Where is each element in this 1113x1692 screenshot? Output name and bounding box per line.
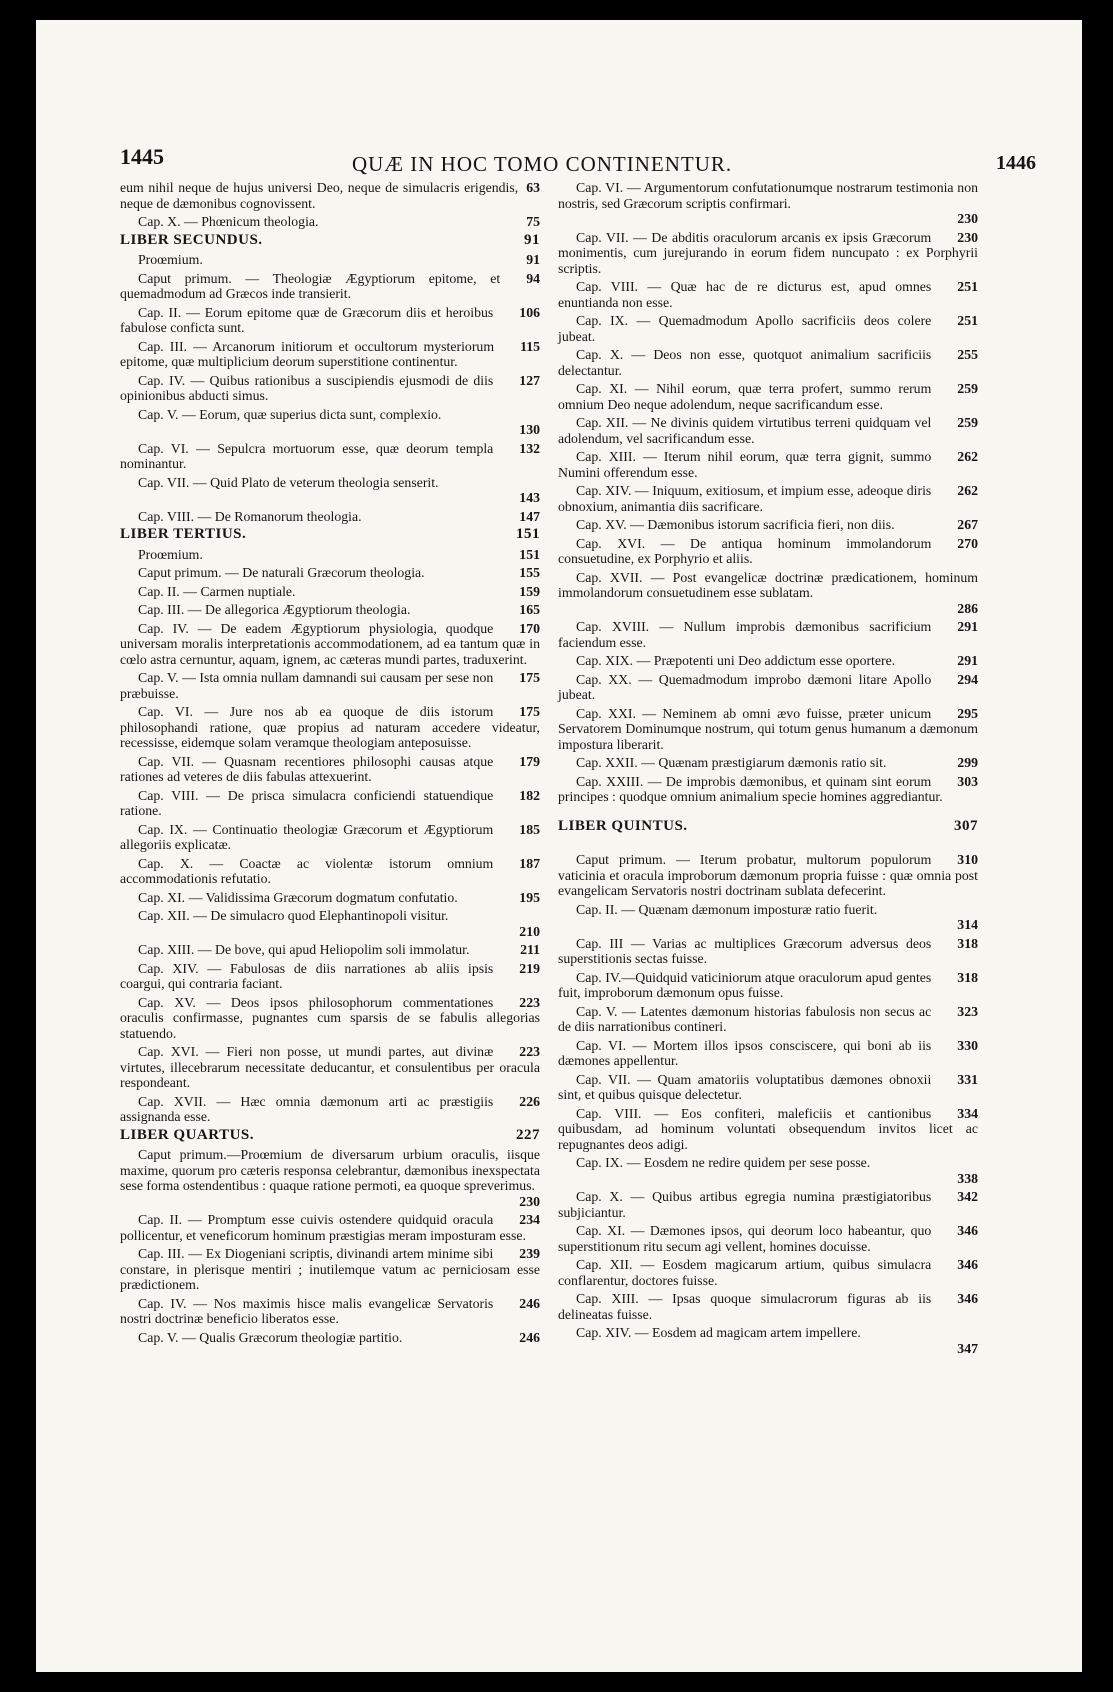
page-reference: 314 — [957, 917, 978, 932]
toc-entry — [558, 1223, 978, 1254]
toc-entry — [120, 1044, 540, 1091]
page-reference: 147 — [519, 508, 540, 524]
left-page-number: 1445 — [120, 144, 164, 169]
toc-entry — [558, 536, 978, 567]
entry-text: Cap. X. — Quibus artibus egregia numina præstigiatoribus subjiciantur. — [558, 1189, 932, 1220]
page-reference: 155 — [519, 565, 540, 580]
toc-entry — [558, 347, 978, 378]
entry-text: Cap. XI. — Nihil eorum, quæ terra profert, summo rerum omnium Deo neque adolendum, neque sacrificandum esse. — [558, 381, 932, 412]
toc-entry — [120, 547, 540, 563]
toc-entry — [558, 180, 978, 227]
page-reference: 179 — [519, 753, 540, 769]
toc-entry — [120, 754, 540, 785]
toc-entry — [120, 1147, 540, 1209]
toc-entry — [120, 1246, 540, 1293]
toc-entry — [558, 279, 978, 310]
page-reference: 331 — [957, 1071, 978, 1087]
page-reference: 91 — [526, 252, 540, 267]
toc-entry — [558, 1004, 978, 1035]
entry-text: Cap. XX. — Quemadmodum improbo dæmoni litare Apollo jubeat. — [558, 671, 932, 702]
toc-entry — [120, 441, 540, 472]
page-reference: 210 — [519, 923, 540, 939]
heading-text: LIBER SECUNDUS. — [120, 231, 263, 248]
entry-text: Cap. V. — Eorum, quæ superius dicta sunt, complexio. — [138, 406, 442, 422]
page-reference: 246 — [519, 1295, 540, 1311]
entry-text: Cap. XI. — Validissima Græcorum dogmatum confutatio. — [138, 889, 458, 905]
entry-text: Cap. IV. — Quibus rationibus a suscipiendis ejusmodi de diis opinionibus abducti simus. — [120, 372, 494, 403]
entry-text: Cap. XIX. — Præpotenti uni Deo addictum esse oportere. — [576, 653, 896, 668]
entry-text: Cap. XV. — Dæmonibus istorum sacrificia fieri, non diis. — [576, 517, 895, 532]
toc-entry — [120, 704, 540, 751]
toc-entry — [558, 755, 978, 771]
toc-entry — [558, 313, 978, 344]
page-reference: 334 — [957, 1105, 978, 1121]
page-reference: 185 — [519, 821, 540, 837]
page-reference: 175 — [519, 670, 540, 685]
toc-entry — [558, 1257, 978, 1288]
page-reference: 303 — [957, 773, 978, 789]
page-reference: 267 — [957, 517, 978, 532]
entry-text: Cap. VIII. — Quæ hac de re dicturus est, apud omnes enuntianda non esse. — [558, 279, 932, 310]
page-reference: 230 — [957, 229, 978, 245]
entry-text: Cap. V. — Latentes dæmonum historias fabulosis non secus ac de diis narrationibus contineri. — [558, 1003, 932, 1034]
page-reference: 246 — [519, 1329, 540, 1345]
page-reference: 75 — [526, 214, 540, 229]
entry-text: Cap. VII. — Quasnam recentiores philosophi causas atque rationes ad veteres de diis fabulas attexuerint. — [120, 753, 494, 784]
toc-entry — [120, 890, 540, 906]
page-reference: 223 — [519, 994, 540, 1010]
page-reference: 94 — [526, 270, 540, 286]
toc-entry — [120, 961, 540, 992]
entry-text: Proœmium. — [138, 252, 203, 267]
entry-text: Caput primum. — Iterum probatur, multorum populorum vaticinia et oracula improborum dæmonum propria fuisse : quæ omnia post evangelicam Servatoris nostri doctrinam sublata defecerint. — [558, 852, 978, 898]
entry-text: Cap. VIII. — De Romanorum theologia. — [138, 508, 362, 524]
page-reference: 346 — [957, 1291, 978, 1306]
entry-text: Cap. XVIII. — Nullum improbis dæmonibus sacrificium faciendum esse. — [558, 619, 932, 650]
right-column-contents — [558, 180, 978, 1359]
page-reference: 318 — [957, 935, 978, 951]
toc-entry — [120, 407, 540, 438]
page-reference: 318 — [957, 969, 978, 985]
entry-text: Cap. XXI. — Neminem ab omni ævo fuisse, præter unicum Servatorem Dominumque nostrum, qui totum genus humanum a dæmonum impostura liberarit. — [558, 705, 978, 752]
heading-text: LIBER QUINTUS. — [558, 817, 688, 834]
entry-text: Cap. XII. — Eosdem magicarum artium, quibus simulacra conflarentur, doctores fuisse. — [558, 1257, 932, 1288]
entry-text: Cap. II. — Promptum esse cuivis ostendere quidquid oracula pollicentur, et veneficorum hominum præstigias meram imposturam esse. — [120, 1212, 526, 1243]
toc-entry — [120, 908, 540, 939]
toc-entry — [120, 180, 540, 211]
entry-text: Cap. XIII. — De bove, qui apud Heliopolim soli immolatur. — [138, 942, 470, 957]
toc-entry — [120, 339, 540, 370]
toc-entry — [120, 670, 540, 701]
page-reference: 346 — [957, 1223, 978, 1238]
page-reference: 165 — [519, 602, 540, 617]
page-reference: 63 — [526, 180, 540, 195]
page-reference: 310 — [957, 852, 978, 867]
toc-entry — [120, 602, 540, 618]
page-reference: 291 — [957, 619, 978, 634]
toc-entry — [120, 509, 540, 525]
entry-text: Cap. XVI. — Fieri non posse, ut mundi partes, aut divinæ virtutes, illecebrarum necessitate deducantur, et consulentibus per oracula respondeant. — [120, 1044, 540, 1090]
page-reference: 259 — [957, 381, 978, 396]
toc-entry — [558, 1155, 978, 1186]
heading-text: LIBER QUARTUS. — [120, 1126, 255, 1143]
toc-entry — [120, 373, 540, 404]
entry-text: Cap. II. — Quænam dæmonum imposturæ ratio fuerit. — [576, 901, 878, 917]
page-reference: 330 — [957, 1037, 978, 1053]
toc-entry — [558, 706, 978, 753]
entry-text: Cap. X. — Deos non esse, quotquot animalium sacrificiis delectantur. — [558, 347, 932, 378]
toc-entry — [120, 942, 540, 958]
entry-text: Cap. XIV. — Fabulosas de diis narrationes ab aliis ipsis coargui, qui contraria faciant. — [120, 960, 494, 991]
toc-entry — [120, 822, 540, 853]
page-reference: 106 — [519, 304, 540, 320]
entry-text: Cap. VI. — Sepulcra mortuorum esse, quæ deorum templa nominantur. — [120, 440, 494, 471]
toc-entry — [558, 230, 978, 277]
book-heading — [120, 1128, 540, 1144]
page-reference: 130 — [519, 422, 540, 437]
book-heading — [558, 819, 978, 835]
page-reference: 159 — [519, 583, 540, 599]
entry-text: Cap. XV. — Deos ipsos philosophorum commentationes oraculis confirmasse, pugnantes cum sparsis de se fabulis allegorias statuendo. — [120, 994, 540, 1041]
entry-text: Cap. III. — De allegorica Ægyptiorum theologia. — [138, 602, 411, 617]
toc-entry — [558, 1291, 978, 1322]
entry-text: Cap. IX. — Eosdem ne redire quidem per sese posse. — [576, 1155, 871, 1170]
page-reference: 226 — [519, 1093, 540, 1109]
page-reference: 299 — [957, 755, 978, 770]
toc-entry — [120, 214, 540, 230]
toc-entry — [558, 381, 978, 412]
toc-entry — [558, 483, 978, 514]
entry-text: Caput primum.—Proœmium de diversarum urbium oraculis, iisque maxime, quorum pro cæteris responsa celebrantur, dæmonibus inexspectata sese forma ostendentibus : quaque ratione permoti, ea quoque spreverimus. — [120, 1147, 540, 1193]
book-heading — [120, 233, 540, 249]
page-reference: 338 — [957, 1170, 978, 1186]
toc-entry — [558, 619, 978, 650]
entry-text: Cap. VII. — Quam amatoriis voluptatibus dæmones obnoxii sint, et quibus quisque delectetur. — [558, 1071, 932, 1102]
entry-text: Cap. II. — Eorum epitome quæ de Græcorum diis et heroibus fabulose conficta sunt. — [120, 304, 494, 335]
page-reference: 91 — [524, 231, 540, 248]
right-page-number: 1446 — [996, 152, 1036, 174]
page-reference: 307 — [954, 817, 978, 834]
page-reference: 211 — [520, 942, 540, 957]
page-reference: 151 — [516, 526, 540, 542]
page-reference: 239 — [519, 1246, 540, 1261]
entry-text: Cap. III. — Arcanorum initiorum et occultorum mysteriorum epitome, quæ multiplicium deorum superstitione continentur. — [120, 338, 495, 369]
entry-text: Cap. XII. — Ne divinis quidem virtutibus terreni quidquam vel adolendum, vel sacrificandum esse. — [558, 415, 932, 446]
page-reference: 195 — [519, 889, 540, 905]
toc-entry — [558, 852, 978, 899]
toc-entry — [120, 252, 540, 268]
toc-entry — [120, 475, 540, 506]
toc-entry — [558, 449, 978, 480]
toc-entry — [120, 1330, 540, 1346]
entry-text: Cap. XIV. — Eosdem ad magicam artem impellere. — [576, 1325, 861, 1340]
entry-text: Cap. X. — Coactæ ac violentæ istorum omnium accommodationis refutatio. — [120, 855, 494, 886]
entry-text: Cap. VIII. — De prisca simulacra conficiendi statuendique ratione. — [120, 787, 494, 818]
entry-text: Cap. III — Varias ac multiplices Græcorum adversus deos superstitionis sectas fuisse. — [558, 935, 932, 966]
heading-text: LIBER TERTIUS. — [120, 526, 247, 542]
page-reference: 234 — [519, 1212, 540, 1227]
entry-text: Proœmium. — [138, 546, 203, 562]
entry-text: Cap. VIII. — Eos confiteri, maleficiis et cantionibus quibusdam, ad hominum voluntati obsequendum invitos licet ac repugnantes deos adigi. — [558, 1105, 978, 1152]
entry-text: Cap. XXIII. — De improbis dæmonibus, et quinam sint eorum principes : quodque omnium animalium specie homines aggrediantur. — [558, 773, 943, 804]
entry-text: Cap. IV. — De eadem Ægyptiorum physiologia, quodque universam moralis interpretationis accommodationem, ad ea tantum quæ in cœlo astra cernuntur, aquam, ignem, ac cæteras mundi partes, traduxerint. — [120, 620, 540, 667]
toc-entry — [558, 653, 978, 669]
toc-entry — [558, 936, 978, 967]
page-reference: 251 — [957, 313, 978, 328]
book-heading — [120, 527, 540, 543]
toc-entry — [558, 1072, 978, 1103]
entry-text: Cap. III. — Ex Diogeniani scriptis, divinandi artem minime sibi constare, in plerisque mentiri ; inutilemque vatum ac perniciosam esse prædictionem. — [120, 1246, 540, 1292]
toc-entry — [558, 1106, 978, 1153]
page-reference: 230 — [519, 1193, 540, 1209]
page-reference: 255 — [957, 347, 978, 362]
toc-entry — [120, 995, 540, 1042]
page-reference: 270 — [957, 535, 978, 551]
page-reference: 259 — [957, 415, 978, 430]
entry-text: Cap. XVI. — De antiqua hominum immolandorum consuetudine, ex Porphyrio et aliis. — [558, 535, 932, 566]
toc-entry — [120, 584, 540, 600]
page-reference: 230 — [957, 211, 978, 226]
toc-entry — [120, 565, 540, 581]
page-reference: 219 — [519, 960, 540, 976]
toc-entry — [558, 1189, 978, 1220]
page-reference: 187 — [519, 855, 540, 871]
toc-entry — [120, 621, 540, 668]
toc-entry — [120, 1094, 540, 1125]
entry-text: Cap. IX. — Quemadmodum Apollo sacrificiis deos colere jubeat. — [558, 313, 932, 344]
entry-text: Cap. XIII. — Iterum nihil eorum, quæ terra gignit, summo Numini offerendum esse. — [558, 449, 932, 480]
entry-text: Cap. VI. — Mortem illos ipsos consciscere, qui boni ab iis dæmones appellentur. — [558, 1037, 932, 1068]
entry-text: Cap. VI. — Jure nos ab ea quoque de diis istorum philosophandi ratione, quæ propius ad naturam accedere videatur, recessisse, eidemque solam veramque theologiam anteposuisse. — [120, 704, 540, 750]
toc-entry — [120, 1296, 540, 1327]
left-column-contents — [120, 180, 540, 1348]
running-head — [36, 134, 1082, 174]
toc-entry — [120, 856, 540, 887]
entry-text: Cap. IV.—Quidquid vaticiniorum atque oraculorum apud gentes fuit, improborum dæmonum opus fuisse. — [558, 969, 932, 1000]
page-reference: 251 — [957, 279, 978, 294]
entry-text: Cap. XVII. — Hæc omnia dæmonum arti ac præstigiis assignanda esse. — [120, 1093, 494, 1124]
page-reference: 127 — [519, 372, 540, 388]
page-reference: 262 — [957, 449, 978, 464]
page-reference: 132 — [519, 440, 540, 456]
entry-text: Cap. VI. — Argumentorum confutationumque nostrarum testimonia non nostris, sed Græcorum scriptis confirmari. — [558, 180, 978, 211]
entry-text: Cap. V. — Qualis Græcorum theologiæ partitio. — [138, 1329, 403, 1345]
entry-text: Cap. II. — Carmen nuptiale. — [138, 583, 296, 599]
page-reference: 342 — [957, 1189, 978, 1204]
entry-text: Cap. IX. — Continuatio theologiæ Græcorum et Ægyptiorum allegoriis explicatæ. — [120, 821, 494, 852]
entry-text: Cap. XXII. — Quænam præstigiarum dæmonis ratio sit. — [576, 755, 887, 770]
page-reference: 347 — [957, 1340, 978, 1356]
entry-text: Cap. V. — Ista omnia nullam damnandi sui causam per sese non præbuisse. — [120, 670, 494, 701]
entry-text: Cap. XI. — Dæmones ipsos, qui deorum loco habeantur, quo superstitionum ritu secum agi vellent, homines docuisse. — [558, 1223, 932, 1254]
entry-text: Cap. VII. — De abditis oraculorum arcanis ex ipsis Græcorum monimentis, cum jurejurando in eorum fidem nuncupato : ex Porphyrii scriptis. — [558, 229, 978, 276]
toc-entry — [120, 788, 540, 819]
page-reference: 323 — [957, 1003, 978, 1019]
toc-entry — [558, 570, 978, 617]
running-title: QUÆ IN HOC TOMO CONTINENTUR. — [352, 152, 733, 176]
toc-entry — [558, 672, 978, 703]
page-reference: 223 — [519, 1044, 540, 1059]
toc-entry — [558, 1325, 978, 1356]
page-reference: 262 — [957, 483, 978, 498]
entry-text: Cap. XII. — De simulacro quod Elephantinopoli visitur. — [138, 908, 449, 923]
entry-text: eum nihil neque de hujus universi Deo, neque de simulacris erigendis, neque de dæmonibus cognovissent. — [120, 180, 519, 211]
page-reference: 151 — [519, 546, 540, 562]
page-reference: 182 — [519, 787, 540, 803]
entry-text: Cap. XIII. — Ipsas quoque simulacrorum figuras ab iis delineatas fuisse. — [558, 1291, 932, 1322]
toc-entry — [558, 774, 978, 805]
page-reference: 227 — [516, 1126, 540, 1143]
page-reference: 295 — [957, 705, 978, 721]
page-reference: 170 — [519, 620, 540, 636]
toc-entry — [558, 517, 978, 533]
toc-entry — [558, 1038, 978, 1069]
page-reference: 115 — [520, 338, 540, 354]
entry-text: Caput primum. — De naturali Græcorum theologia. — [138, 565, 425, 580]
toc-entry — [120, 305, 540, 336]
entry-text: Cap. XIV. — Iniquum, exitiosum, et impium esse, adeoque diris obnoxium, animantia diis sacrificare. — [558, 483, 932, 514]
toc-entry — [120, 271, 540, 302]
entry-text: Caput primum. — Theologiæ Ægyptiorum epitome, et quemadmodum ad Græcos inde transierit. — [120, 270, 501, 301]
toc-entry — [558, 415, 978, 446]
page-reference: 286 — [957, 600, 978, 616]
book-page — [36, 20, 1082, 1672]
entry-text: Cap. X. — Phœnicum theologia. — [138, 214, 319, 229]
page-reference: 143 — [519, 490, 540, 505]
entry-text: Cap. XVII. — Post evangelicæ doctrinæ prædicationem, hominum immolandorum consuetudinem esse sublatam. — [558, 569, 978, 600]
page-reference: 294 — [957, 671, 978, 687]
toc-entry — [558, 970, 978, 1001]
page-reference: 291 — [957, 653, 978, 668]
page-reference: 175 — [519, 704, 540, 719]
toc-entry — [120, 1212, 540, 1243]
entry-text: Cap. IV. — Nos maximis hisce malis evangelicæ Servatoris nostri doctrinæ beneficio liberatos esse. — [120, 1295, 494, 1326]
toc-entry — [558, 902, 978, 933]
page-reference: 346 — [957, 1257, 978, 1272]
entry-text: Cap. VII. — Quid Plato de veterum theologia senserit. — [138, 474, 439, 490]
